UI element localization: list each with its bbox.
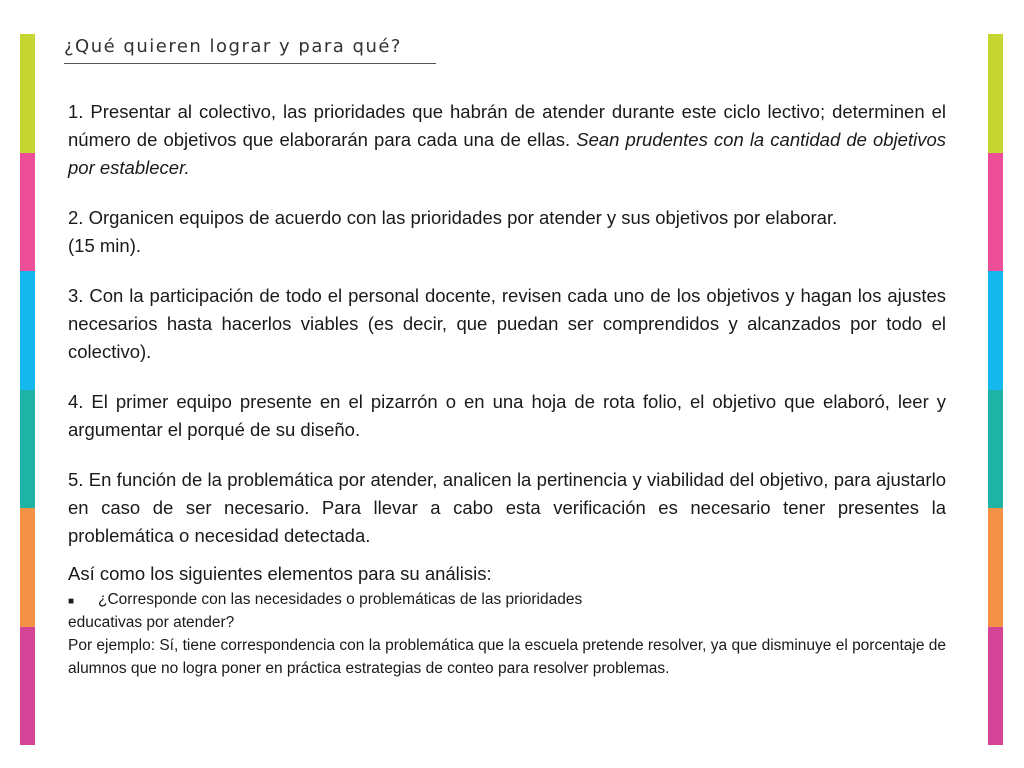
- content-body: [68, 98, 946, 680]
- stripe-segment-lime: [20, 34, 35, 153]
- stripe-segment-pink: [20, 153, 35, 272]
- instruction-2: [68, 204, 946, 260]
- bullet-question-continued: educativas por atender?: [68, 614, 235, 631]
- stripe-segment-orange: [988, 508, 1003, 627]
- right-color-stripe: [988, 34, 1003, 745]
- stripe-segment-teal: [20, 390, 35, 509]
- stripe-segment-cyan: [20, 271, 35, 390]
- instruction-2-text: 2. Organicen equipos de acuerdo con las prioridades por atender y sus objetivos por elaborar.: [68, 207, 838, 228]
- stripe-segment-teal: [988, 390, 1003, 509]
- analysis-intro: Así como los siguientes elementos para su análisis:: [68, 563, 492, 584]
- instruction-4: 4. El primer equipo presente en el pizarrón o en una hoja de rota folio, el objetivo que elaboró, leer y argumentar el porqué de su diseño.: [68, 391, 946, 440]
- page-title: ¿Qué quieren lograr y para qué?: [64, 36, 436, 64]
- analysis-bullet: [68, 588, 946, 611]
- stripe-segment-pink: [988, 153, 1003, 272]
- stripe-segment-lime: [988, 34, 1003, 153]
- instruction-1: [68, 98, 946, 182]
- stripe-segment-cyan: [988, 271, 1003, 390]
- instruction-5: 5. En función de la problemática por atender, analicen la pertinencia y viabilidad del objetivo, para ajustarlo en caso de ser necesario. Para llevar a cabo esta verificación es necesario tener presentes la problemática o necesidad detectada.: [68, 469, 946, 546]
- left-color-stripe: [20, 34, 35, 745]
- bullet-question: ¿Corresponde con las necesidades o problemáticas de las prioridades: [98, 591, 583, 608]
- stripe-segment-orange: [20, 508, 35, 627]
- instruction-1-text: 1. Presentar al colectivo, las prioridades que habrán de atender durante este ciclo lectivo; determinen el número de objetivos que elaborarán para cada una de ellas.: [68, 101, 946, 150]
- example-text: Por ejemplo: Sí, tiene correspondencia con la problemática que la escuela pretende resolver, ya que disminuye el porcentaje de alumnos que no logra poner en práctica estrategias de conteo para resolver problemas.: [68, 637, 946, 677]
- stripe-segment-magenta: [988, 627, 1003, 746]
- stripe-segment-magenta: [20, 627, 35, 746]
- square-bullet-icon: ■: [68, 596, 75, 607]
- instruction-3: 3. Con la participación de todo el personal docente, revisen cada uno de los objetivos y hagan los ajustes necesarios hasta hacerlos viables (es decir, que puedan ser comprendidos y alcanzados por todo el colectivo).: [68, 285, 946, 362]
- instruction-2-time: (15 min).: [68, 235, 141, 256]
- title-block: [64, 36, 436, 64]
- instruction-1-note: Sean prudentes con la cantidad de objetivos por establecer.: [68, 129, 946, 178]
